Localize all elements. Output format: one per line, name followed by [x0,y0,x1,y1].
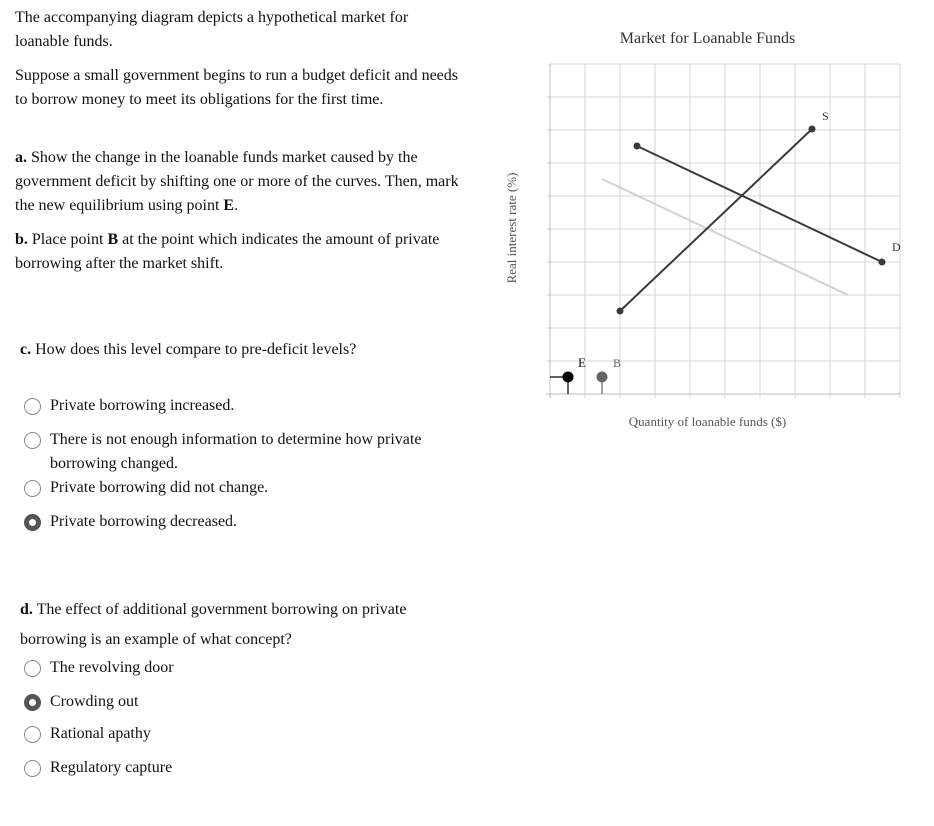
demand-endpoint-handle[interactable] [634,143,641,150]
part-b-text: Place point [27,231,108,248]
option-label: There is not enough information to determine how private borrowing changed. [50,431,422,472]
point-b-label: B [613,356,622,370]
intro-paragraph-1: The accompanying diagram depicts a hypothetical market for loanable funds. [15,9,409,50]
point-e-marker[interactable] [550,372,574,395]
point-e-label: E [578,355,586,370]
option-label: Private borrowing decreased. [50,513,238,530]
part-d-label: d. [20,601,33,618]
part-d-question-text: The effect of additional government borrowing on private borrowing is an example of what concept? [20,601,407,648]
supply-label: S [822,109,829,123]
chart-title: Market for Loanable Funds [619,30,796,47]
x-axis-label: Quantity of loanable funds ($) [628,414,787,429]
part-c-label: c. [20,341,32,358]
y-axis-label: Real interest rate (%) [504,172,519,284]
point-b-ref: B [107,231,119,248]
option-label: The revolving door [50,659,174,676]
demand-endpoint-handle[interactable] [879,259,886,266]
part-a-text-end: . [234,197,239,214]
option-label: Rational apathy [50,725,151,742]
option-label: Private borrowing increased. [50,397,235,414]
point-b-marker[interactable] [597,372,608,395]
part-b-label: b. [15,231,28,248]
supply-endpoint-handle[interactable] [617,308,624,315]
intro-paragraph-2: Suppose a small government begins to run a budget deficit and needs to borrow money to meet its obligations for the first time. [15,67,459,108]
point-e-ref: E [223,197,235,214]
part-a-text: Show the change in the loanable funds market caused by the government deficit by shifting one or more of the curves. Then, mark the new equilibrium using point [15,149,459,214]
part-a-label: a. [15,149,27,166]
part-b-text-end: at the point which indicates the amount of private borrowing after the market shift. [15,231,440,272]
part-c-question-text: How does this level compare to pre-deficit levels? [31,341,357,358]
option-label: Crowding out [50,693,139,710]
option-label: Private borrowing did not change. [50,479,269,496]
supply-curve[interactable] [617,126,816,315]
supply-endpoint-handle[interactable] [809,126,816,133]
demand-label: D [892,240,901,254]
grid [546,64,900,398]
option-label: Regulatory capture [50,759,173,776]
